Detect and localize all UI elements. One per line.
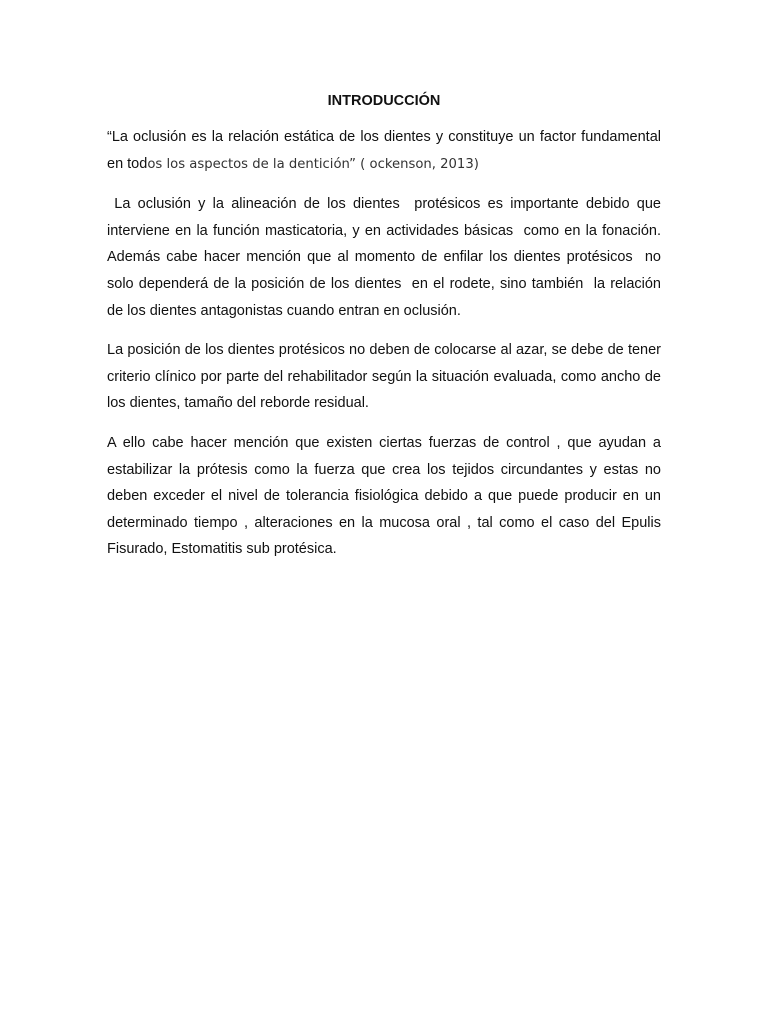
document-page	[107, 88, 670, 576]
paragraph-control-forces: A ello cabe hacer mención que existen ciertas fuerzas de control , que ayudan a estabilizar la prótesis como la fuerza que crea los tejidos circundantes y estas no deben exceder el nivel de tolerancia fisiológica debido a que puede producir en un determinado tiempo , alteraciones en la mucosa oral , tal como el caso del Epulis Fisurado, Estomatitis sub protésica.	[107, 434, 661, 558]
paragraph-occlusion-alignment: La oclusión y la alineación de los dientes protésicos es importante debido que interviene en la función masticatoria, y en actividades básicas como en la fonación. Además cabe hacer mención que al momento de enfilar los dientes protésicos no solo dependerá de la posición de los dientes en el rodete, sino también la relación de los dientes antagonistas cuando entran en oclusión.	[107, 196, 670, 319]
document-title: INTRODUCCIÓN	[327, 93, 441, 109]
quote-citation: os los aspectos de la dentición” ( ockenson, 2013)	[147, 156, 479, 172]
quote-text: “La oclusión es la relación estática de los dientes y constituye un factor fundamental en tod	[107, 129, 661, 172]
quote-paragraph	[107, 124, 661, 178]
paragraph-tooth-position: La posición de los dientes protésicos no deben de colocarse al azar, se debe de tener criterio clínico por parte del rehabilitador según la situación evaluada, como ancho de los dientes, tamaño del reborde residual.	[107, 342, 661, 412]
